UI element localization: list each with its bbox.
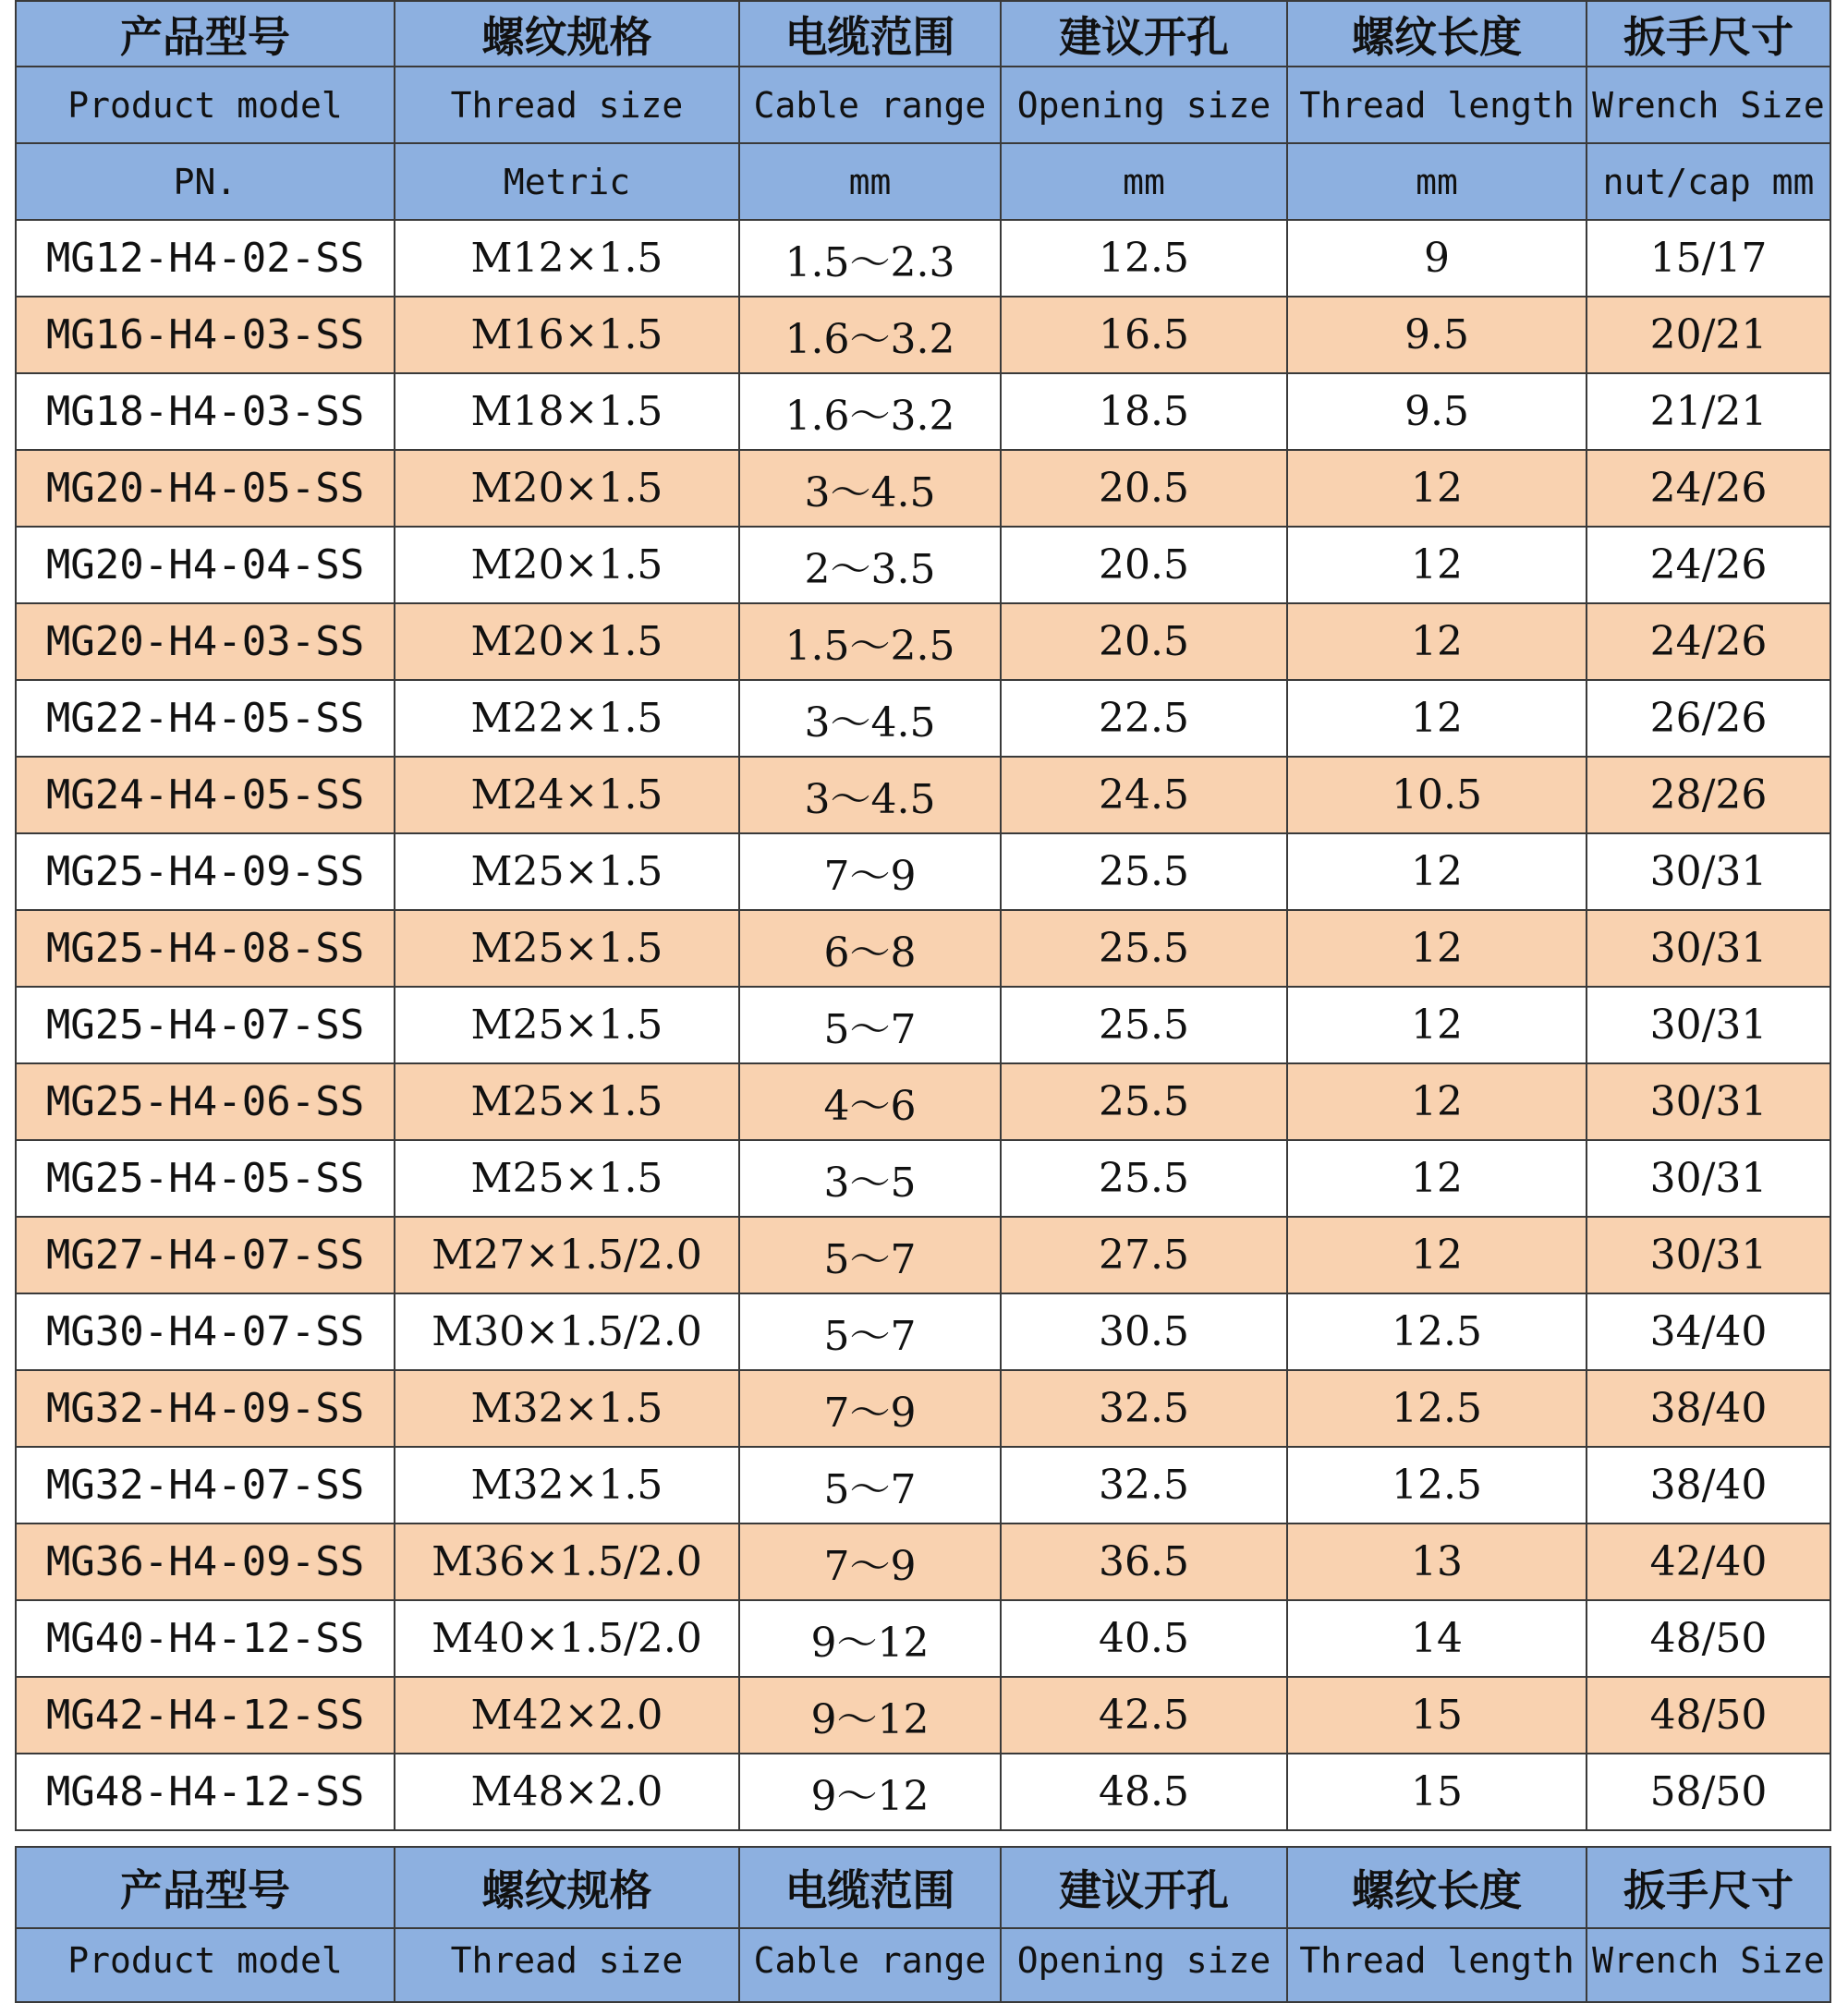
table-cell: M18×1.5 <box>395 373 739 450</box>
header-row-chinese <box>16 1 1830 67</box>
column-header-zh: 扳手尺寸 <box>1587 1 1830 67</box>
table-row <box>16 220 1830 297</box>
table-cell: 30/31 <box>1587 1217 1830 1293</box>
table-row <box>16 297 1830 373</box>
table-cell: 28/26 <box>1587 757 1830 833</box>
column-header-en: Product model <box>16 67 395 143</box>
table-cell: MG32-H4-09-SS <box>16 1370 395 1447</box>
table-cell: 25.5 <box>1001 910 1287 987</box>
column-header-en: Opening size <box>1001 67 1287 143</box>
table-cell: 30/31 <box>1587 833 1830 910</box>
table-cell: M16×1.5 <box>395 297 739 373</box>
table-row <box>16 987 1830 1063</box>
table-cell: M36×1.5/2.0 <box>395 1523 739 1600</box>
table-cell: 9～12 <box>739 1754 1001 1830</box>
column-header-zh: 螺纹长度 <box>1287 1 1587 67</box>
table-cell: 5～7 <box>739 1217 1001 1293</box>
table-row <box>16 1370 1830 1447</box>
column-header-en: Thread size <box>395 1928 739 2002</box>
column-header-en: Thread length <box>1287 67 1587 143</box>
table-cell: M20×1.5 <box>395 527 739 603</box>
table-cell: 40.5 <box>1001 1600 1287 1677</box>
table-cell: 38/40 <box>1587 1370 1830 1447</box>
table-cell: 2～3.5 <box>739 527 1001 603</box>
table-cell: 25.5 <box>1001 833 1287 910</box>
table-cell: 12 <box>1287 1063 1587 1140</box>
table-cell: 12.5 <box>1287 1293 1587 1370</box>
table-cell: 10.5 <box>1287 757 1587 833</box>
table-cell: 30/31 <box>1587 1063 1830 1140</box>
table-cell: 24/26 <box>1587 450 1830 527</box>
table-cell: M24×1.5 <box>395 757 739 833</box>
table-cell: 7～9 <box>739 1523 1001 1600</box>
table-cell: 12 <box>1287 1140 1587 1217</box>
table-cell: 30/31 <box>1587 1140 1830 1217</box>
table-cell: 3～5 <box>739 1140 1001 1217</box>
table-cell: 12 <box>1287 987 1587 1063</box>
table-cell: 22.5 <box>1001 680 1287 757</box>
table-cell: 14 <box>1287 1600 1587 1677</box>
table-cell: 18.5 <box>1001 373 1287 450</box>
table-cell: M20×1.5 <box>395 450 739 527</box>
header-row-english <box>16 1928 1830 2002</box>
table-cell: 20.5 <box>1001 527 1287 603</box>
table-cell: 1.6～3.2 <box>739 373 1001 450</box>
table-cell: 12.5 <box>1001 220 1287 297</box>
column-header-unit: PN. <box>16 143 395 220</box>
table-cell: MG12-H4-02-SS <box>16 220 395 297</box>
table-row <box>16 1140 1830 1217</box>
table-cell: M25×1.5 <box>395 1063 739 1140</box>
column-header-zh: 产品型号 <box>16 1 395 67</box>
table-cell: 16.5 <box>1001 297 1287 373</box>
column-header-zh: 电缆范围 <box>739 1847 1001 1928</box>
table-cell: MG25-H4-07-SS <box>16 987 395 1063</box>
table-cell: M42×2.0 <box>395 1677 739 1754</box>
table-cell: 12 <box>1287 680 1587 757</box>
table-cell: 32.5 <box>1001 1447 1287 1523</box>
table-cell: 3～4.5 <box>739 757 1001 833</box>
table-cell: MG24-H4-05-SS <box>16 757 395 833</box>
table-cell: MG36-H4-09-SS <box>16 1523 395 1600</box>
table-cell: 38/40 <box>1587 1447 1830 1523</box>
column-header-unit: mm <box>739 143 1001 220</box>
table-row <box>16 1217 1830 1293</box>
table-cell: 58/50 <box>1587 1754 1830 1830</box>
table-cell: M25×1.5 <box>395 833 739 910</box>
column-header-en: Product model <box>16 1928 395 2002</box>
table-cell: MG25-H4-08-SS <box>16 910 395 987</box>
table-cell: 1.6～3.2 <box>739 297 1001 373</box>
column-header-en: Thread size <box>395 67 739 143</box>
table-cell: 30/31 <box>1587 910 1830 987</box>
column-header-zh: 产品型号 <box>16 1847 395 1928</box>
table-cell: 25.5 <box>1001 1063 1287 1140</box>
column-header-zh: 建议开孔 <box>1001 1 1287 67</box>
table-cell: M20×1.5 <box>395 603 739 680</box>
table-cell: 32.5 <box>1001 1370 1287 1447</box>
table-cell: M30×1.5/2.0 <box>395 1293 739 1370</box>
table-cell: 30/31 <box>1587 987 1830 1063</box>
table-row <box>16 1063 1830 1140</box>
table-cell: 12 <box>1287 603 1587 680</box>
table-cell: 24/26 <box>1587 527 1830 603</box>
table-row <box>16 1523 1830 1600</box>
table-cell: 30.5 <box>1001 1293 1287 1370</box>
table-row <box>16 1293 1830 1370</box>
table-cell: M25×1.5 <box>395 910 739 987</box>
column-header-en: Wrench Size <box>1587 67 1830 143</box>
column-header-zh: 螺纹规格 <box>395 1847 739 1928</box>
table-cell: MG25-H4-06-SS <box>16 1063 395 1140</box>
table-cell: 6～8 <box>739 910 1001 987</box>
column-header-en: Opening size <box>1001 1928 1287 2002</box>
table-cell: MG22-H4-05-SS <box>16 680 395 757</box>
table-row <box>16 833 1830 910</box>
table-cell: M40×1.5/2.0 <box>395 1600 739 1677</box>
table-cell: MG25-H4-09-SS <box>16 833 395 910</box>
table-cell: M25×1.5 <box>395 987 739 1063</box>
table-cell: MG20-H4-03-SS <box>16 603 395 680</box>
table-cell: 3～4.5 <box>739 680 1001 757</box>
column-header-zh: 建议开孔 <box>1001 1847 1287 1928</box>
table-cell: 36.5 <box>1001 1523 1287 1600</box>
table-cell: 5～7 <box>739 1293 1001 1370</box>
table-cell: 48/50 <box>1587 1677 1830 1754</box>
table-cell: MG42-H4-12-SS <box>16 1677 395 1754</box>
table-cell: 12.5 <box>1287 1447 1587 1523</box>
table-cell: 15/17 <box>1587 220 1830 297</box>
table-cell: MG20-H4-05-SS <box>16 450 395 527</box>
table-cell: 1.5～2.5 <box>739 603 1001 680</box>
table-row <box>16 1754 1830 1830</box>
table-cell: 20.5 <box>1001 450 1287 527</box>
table-cell: 48.5 <box>1001 1754 1287 1830</box>
table-cell: M48×2.0 <box>395 1754 739 1830</box>
header-row-units <box>16 143 1830 220</box>
table-cell: 9 <box>1287 220 1587 297</box>
table-cell: MG32-H4-07-SS <box>16 1447 395 1523</box>
table-row <box>16 680 1830 757</box>
table-cell: MG27-H4-07-SS <box>16 1217 395 1293</box>
table-cell: 13 <box>1287 1523 1587 1600</box>
column-header-en: Cable range <box>739 67 1001 143</box>
table-cell: M27×1.5/2.0 <box>395 1217 739 1293</box>
spec-table-repeated-header <box>15 1846 1831 2003</box>
column-header-unit: Metric <box>395 143 739 220</box>
column-header-zh: 电缆范围 <box>739 1 1001 67</box>
table-cell: 21/21 <box>1587 373 1830 450</box>
table-cell: MG30-H4-07-SS <box>16 1293 395 1370</box>
table-cell: 12 <box>1287 1217 1587 1293</box>
header-row-chinese <box>16 1847 1830 1928</box>
column-header-en: Thread length <box>1287 1928 1587 2002</box>
table-row <box>16 527 1830 603</box>
table-cell: 15 <box>1287 1754 1587 1830</box>
table-cell: 20/21 <box>1587 297 1830 373</box>
column-header-unit: nut/cap mm <box>1587 143 1830 220</box>
spec-table-body <box>16 1 1830 1830</box>
table-cell: MG18-H4-03-SS <box>16 373 395 450</box>
table-cell: 9.5 <box>1287 297 1587 373</box>
table-cell: 20.5 <box>1001 603 1287 680</box>
table-cell: 9～12 <box>739 1677 1001 1754</box>
table-cell: 12 <box>1287 450 1587 527</box>
table-cell: MG40-H4-12-SS <box>16 1600 395 1677</box>
column-header-zh: 扳手尺寸 <box>1587 1847 1830 1928</box>
table-cell: MG16-H4-03-SS <box>16 297 395 373</box>
table-cell: 25.5 <box>1001 1140 1287 1217</box>
table-row <box>16 1600 1830 1677</box>
table-row <box>16 757 1830 833</box>
table-cell: 26/26 <box>1587 680 1830 757</box>
table-row <box>16 1447 1830 1523</box>
table-cell: 3～4.5 <box>739 450 1001 527</box>
column-header-unit: mm <box>1287 143 1587 220</box>
table-row <box>16 603 1830 680</box>
table-cell: 24/26 <box>1587 603 1830 680</box>
table-cell: 42.5 <box>1001 1677 1287 1754</box>
repeated-header-body <box>16 1847 1830 2002</box>
spec-table <box>15 0 1831 1831</box>
table-cell: 4～6 <box>739 1063 1001 1140</box>
table-cell: 27.5 <box>1001 1217 1287 1293</box>
table-cell: M22×1.5 <box>395 680 739 757</box>
table-row <box>16 1677 1830 1754</box>
table-row <box>16 910 1830 987</box>
table-cell: MG48-H4-12-SS <box>16 1754 395 1830</box>
table-cell: M25×1.5 <box>395 1140 739 1217</box>
table-cell: M12×1.5 <box>395 220 739 297</box>
column-header-zh: 螺纹规格 <box>395 1 739 67</box>
table-cell: 48/50 <box>1587 1600 1830 1677</box>
table-cell: 7～9 <box>739 1370 1001 1447</box>
table-cell: 15 <box>1287 1677 1587 1754</box>
table-cell: 1.5～2.3 <box>739 220 1001 297</box>
table-cell: 9～12 <box>739 1600 1001 1677</box>
table-cell: 12 <box>1287 833 1587 910</box>
column-header-en: Cable range <box>739 1928 1001 2002</box>
table-cell: M32×1.5 <box>395 1370 739 1447</box>
table-cell: 12 <box>1287 910 1587 987</box>
table-cell: 5～7 <box>739 1447 1001 1523</box>
table-cell: 25.5 <box>1001 987 1287 1063</box>
column-header-en: Wrench Size <box>1587 1928 1830 2002</box>
table-cell: 34/40 <box>1587 1293 1830 1370</box>
table-row <box>16 450 1830 527</box>
table-cell: 7～9 <box>739 833 1001 910</box>
table-cell: 5～7 <box>739 987 1001 1063</box>
header-row-english <box>16 67 1830 143</box>
table-cell: 9.5 <box>1287 373 1587 450</box>
table-cell: 24.5 <box>1001 757 1287 833</box>
table-cell: 12.5 <box>1287 1370 1587 1447</box>
table-cell: MG25-H4-05-SS <box>16 1140 395 1217</box>
table-cell: MG20-H4-04-SS <box>16 527 395 603</box>
table-cell: 42/40 <box>1587 1523 1830 1600</box>
table-cell: 12 <box>1287 527 1587 603</box>
column-header-zh: 螺纹长度 <box>1287 1847 1587 1928</box>
column-header-unit: mm <box>1001 143 1287 220</box>
table-row <box>16 373 1830 450</box>
table-cell: M32×1.5 <box>395 1447 739 1523</box>
